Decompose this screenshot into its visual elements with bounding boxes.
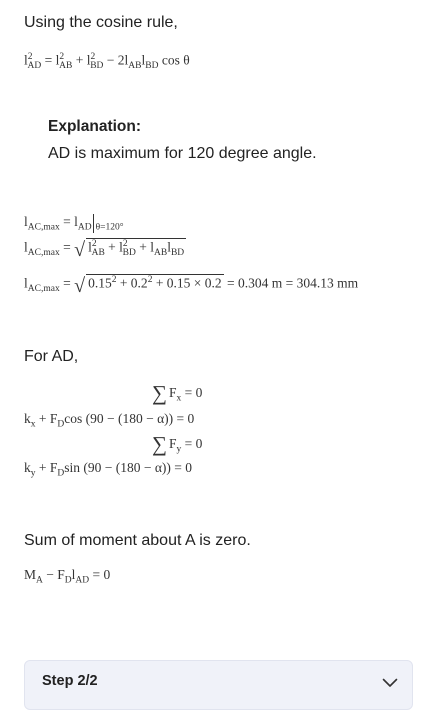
equation-sum-fy: ∑ $F_y = 0$ [152,432,203,456]
explanation-heading: Explanation: [48,118,142,135]
equation-lac-max-1: $l_{AC,max} = l_{AD}$ $_{\theta=120^\circ}$ [24,214,124,233]
equation-lac-max-2: $l_{AC,max}$ = √ $l^2_{AB} + l^2_{BD} + l_{AB}l_{BD}$ [24,238,185,261]
step-2-card[interactable] [24,660,413,710]
intro-text: Using the cosine rule, [24,14,178,31]
explanation-text: AD is maximum for 120 degree angle. [48,145,317,162]
moment-text: Sum of moment about A is zero. [24,532,251,549]
chevron-down-icon[interactable] [382,675,398,693]
for-ad-text: For AD, [24,348,79,365]
angle-condition: θ=120° [95,222,124,233]
equation-ky: $k_y + F_D\sin$ (90 − (180 − α)) = 0 [24,460,193,479]
step-label: Step 2/2 [42,673,98,689]
equation-cosine-rule: $l^2_{AD} = l^2_{AB} + l^2_{BD} - 2l_{AB}l_{BD}$ cos θ [24,52,190,72]
equation-kx: $k_x + F_D\cos$ (90 − (180 − α)) = 0 [24,411,195,430]
equation-sum-fx: ∑ $F_x = 0$ [152,381,203,405]
equation-lac-max-3: $l_{AC,max}$ = √ $0.15^2 + 0.2^2 + 0.15 \times 0.2 = 0.304$ m = 304.13 mm [24,274,359,297]
equation-moment: $M_A - F_Dl_{AD} = 0$ [24,567,111,586]
